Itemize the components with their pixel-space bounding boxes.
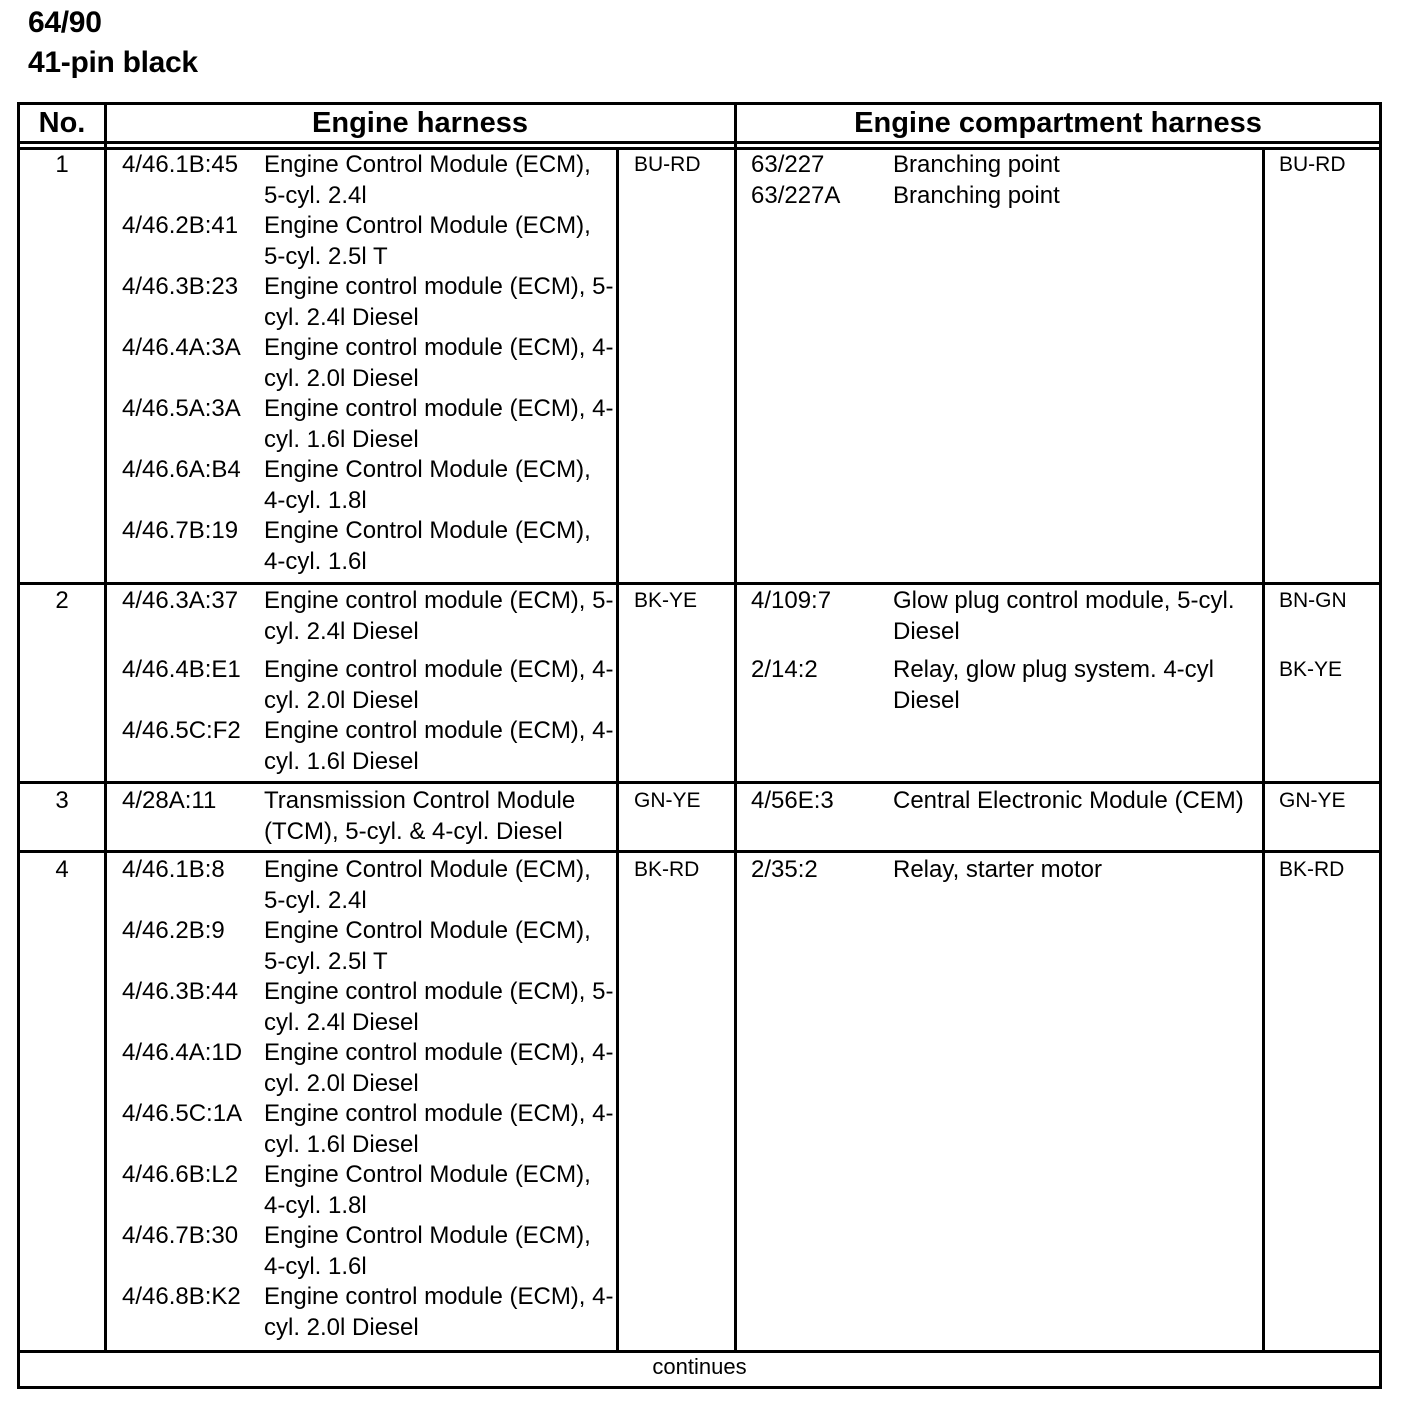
- row-4-engine-codes: [122, 855, 262, 1343]
- engine-desc: Engine control module (ECM), 4-cyl. 1.6l Diesel: [264, 395, 614, 453]
- engine-code: 4/46.2B:9: [122, 917, 225, 944]
- engine-desc: Engine control module (ECM), 4-cyl. 2.0l Diesel: [264, 334, 614, 392]
- header-no: No.: [38, 107, 86, 139]
- engine-code: 4/28A:11: [122, 787, 217, 814]
- divider-engine-color: [616, 149, 619, 1353]
- row-1-engine-codes: [122, 150, 262, 577]
- engine-desc: Engine Control Module (ECM), 5-cyl. 2.4l: [264, 151, 591, 209]
- row-2-engine-codes: [122, 586, 262, 777]
- engine-code: 4/46.4A:3A: [122, 334, 241, 361]
- compartment-desc: Central Electronic Module (CEM): [893, 787, 1244, 814]
- header-compartment-harness: Engine compartment harness: [854, 107, 1262, 139]
- engine-code: 4/46.5C:F2: [122, 717, 241, 744]
- engine-code: 4/46.8B:K2: [122, 1283, 241, 1310]
- row-3-engine-codes: [122, 786, 262, 817]
- compartment-color: BN-GN: [1279, 589, 1347, 612]
- row-2-compartment-colors: [1279, 586, 1379, 716]
- engine-desc: Transmission Control Module (TCM), 5-cyl. & 4-cyl. Diesel: [264, 787, 576, 845]
- compartment-desc: Branching point: [893, 181, 1060, 209]
- engine-code: 4/46.6A:B4: [122, 456, 241, 483]
- row-4-engine-color: BK-RD: [634, 858, 700, 881]
- row-3-engine-color: GN-YE: [634, 789, 701, 812]
- engine-desc: Engine control module (ECM), 4-cyl. 1.6l Diesel: [264, 717, 614, 775]
- row-1-engine-color: BU-RD: [634, 153, 701, 176]
- connector-description: 41-pin black: [28, 46, 198, 79]
- header-engine-harness: Engine harness: [312, 107, 528, 139]
- engine-code: 4/46.1B:8: [122, 856, 225, 883]
- divider-compartment-color: [1262, 149, 1265, 1353]
- engine-desc: Engine control module (ECM), 5-cyl. 2.4l Diesel: [264, 978, 614, 1036]
- row-divider-1: [17, 582, 1382, 585]
- row-3-compartment-color: GN-YE: [1279, 789, 1346, 812]
- engine-desc: Engine Control Module (ECM), 4-cyl. 1.8l: [264, 1161, 591, 1219]
- row-1-engine-descs: [264, 150, 614, 577]
- engine-code: 4/46.3A:37: [122, 587, 239, 614]
- row-3-no: 3: [55, 787, 69, 814]
- divider-no: [104, 102, 107, 1353]
- compartment-color: BK-YE: [1279, 658, 1343, 681]
- engine-code: 4/46.3B:44: [122, 978, 239, 1005]
- row-4-no: 4: [55, 856, 69, 883]
- engine-code: 4/46.2B:41: [122, 212, 239, 239]
- engine-desc: Engine control module (ECM), 5-cyl. 2.4l Diesel: [264, 587, 614, 645]
- engine-desc: Engine Control Module (ECM), 4-cyl. 1.6l: [264, 517, 591, 575]
- engine-code: 4/46.3B:23: [122, 273, 239, 300]
- row-2-engine-descs: [264, 586, 614, 777]
- row-4-engine-descs: [264, 855, 614, 1343]
- row-1-compartment-codes: [751, 150, 891, 211]
- compartment-desc: Branching point: [893, 151, 1060, 178]
- row-1-compartment-descs: [893, 150, 1261, 211]
- engine-desc: Engine control module (ECM), 4-cyl. 1.6l Diesel: [264, 1100, 614, 1158]
- row-1-no: 1: [55, 151, 69, 178]
- engine-code: 4/46.1B:45: [122, 151, 239, 178]
- compartment-code: 4/109:7: [751, 587, 832, 614]
- engine-desc: Engine control module (ECM), 5-cyl. 2.4l Diesel: [264, 273, 614, 331]
- compartment-code: 4/56E:3: [751, 787, 834, 814]
- compartment-code: 63/227A: [751, 181, 841, 209]
- connector-id: 64/90: [28, 6, 102, 39]
- compartment-code: 2/35:2: [751, 856, 818, 883]
- row-2-compartment-descs: [893, 586, 1261, 716]
- row-4-compartment-descs: [893, 855, 1261, 886]
- engine-code: 4/46.5C:1A: [122, 1100, 243, 1127]
- engine-desc: Engine Control Module (ECM), 5-cyl. 2.4l: [264, 856, 591, 914]
- engine-desc: Engine control module (ECM), 4-cyl. 2.0l Diesel: [264, 1283, 614, 1341]
- row-3-compartment-descs: [893, 786, 1261, 817]
- engine-desc: Engine control module (ECM), 4-cyl. 2.0l Diesel: [264, 656, 614, 714]
- row-2-compartment-codes: [751, 586, 891, 716]
- engine-code: 4/46.5A:3A: [122, 395, 241, 422]
- compartment-desc: Relay, starter motor: [893, 856, 1102, 883]
- engine-code: 4/46.4B:E1: [122, 656, 241, 683]
- row-3-engine-descs: [264, 786, 614, 847]
- engine-code: 4/46.7B:19: [122, 517, 239, 544]
- row-2-no: 2: [55, 587, 69, 614]
- engine-desc: Engine control module (ECM), 4-cyl. 2.0l Diesel: [264, 1039, 614, 1097]
- divider-engine: [734, 102, 737, 1353]
- row-4-compartment-color: BK-RD: [1279, 858, 1345, 881]
- row-2-engine-color: BK-YE: [634, 589, 698, 612]
- engine-code: 4/46.6B:L2: [122, 1161, 239, 1188]
- row-3-compartment-codes: [751, 786, 891, 817]
- engine-desc: Engine Control Module (ECM), 4-cyl. 1.8l: [264, 456, 591, 514]
- engine-code: 4/46.4A:1D: [122, 1039, 243, 1066]
- row-divider-3: [17, 850, 1382, 853]
- row-4-compartment-codes: [751, 855, 891, 886]
- compartment-desc: Glow plug control module, 5-cyl. Diesel: [893, 587, 1235, 645]
- engine-desc: Engine Control Module (ECM), 4-cyl. 1.6l: [264, 1222, 591, 1280]
- compartment-desc: Relay, glow plug system. 4-cyl Diesel: [893, 656, 1214, 714]
- engine-code: 4/46.7B:30: [122, 1222, 239, 1249]
- row-divider-2: [17, 781, 1382, 784]
- compartment-code: 2/14:2: [751, 656, 818, 683]
- continues-footer: continues: [652, 1354, 747, 1379]
- engine-desc: Engine Control Module (ECM), 5-cyl. 2.5l T: [264, 212, 591, 270]
- compartment-code: 63/227: [751, 151, 825, 178]
- engine-desc: Engine Control Module (ECM), 5-cyl. 2.5l T: [264, 917, 591, 975]
- row-1-compartment-color: BU-RD: [1279, 153, 1346, 176]
